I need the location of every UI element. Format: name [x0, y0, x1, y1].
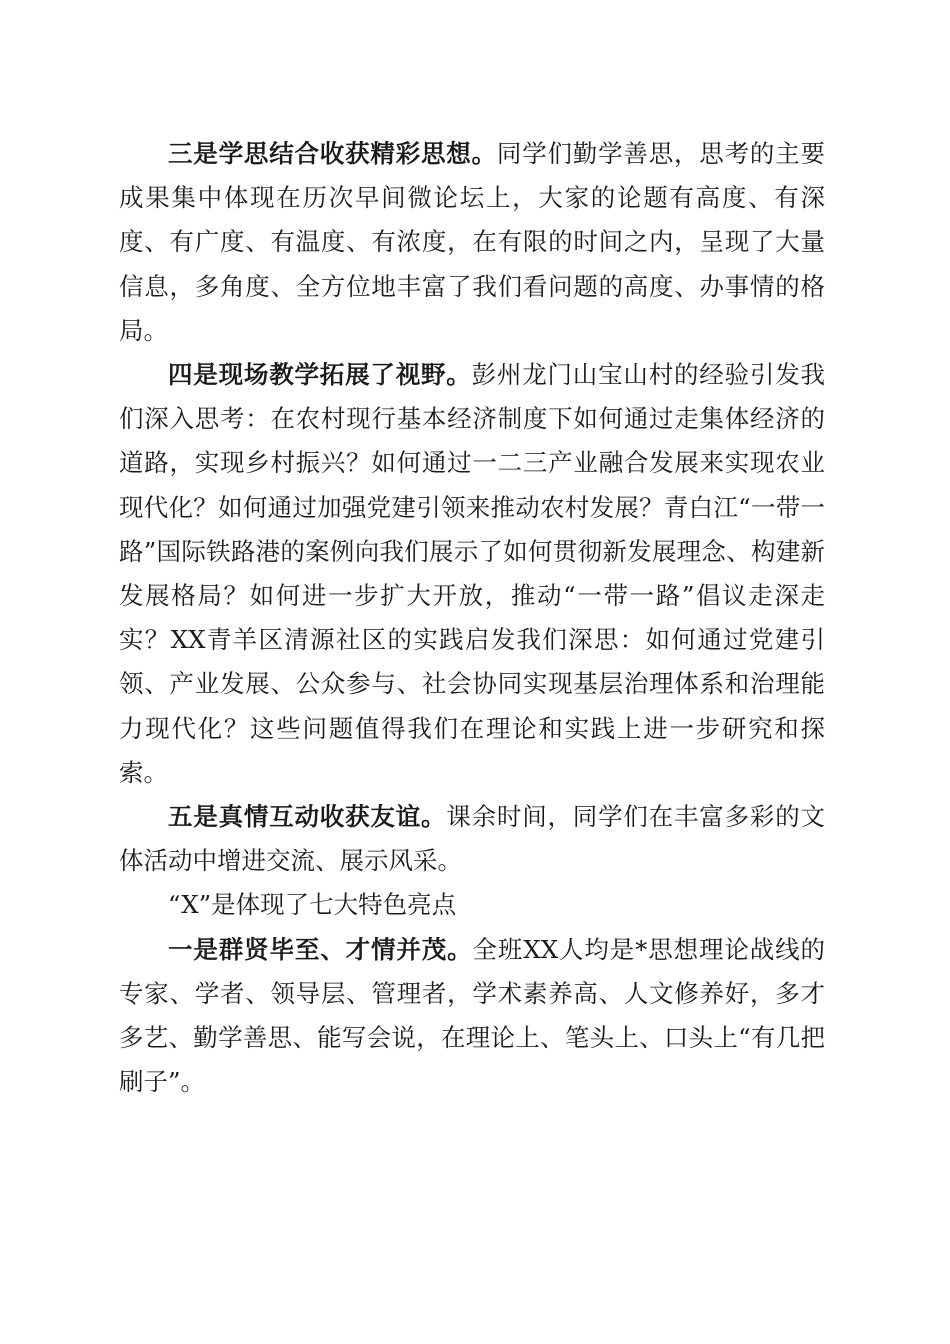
paragraph-text: 全班XX人均是*思想理论战线的专家、学者、领导层、管理者，学术素养高、人文修养好，多才多艺、勤学善思、能写会说，在理论上、笔头上、口头上“有几把刷子”。: [119, 934, 825, 1097]
paragraph-thinking: [119, 132, 825, 353]
paragraph-lead: 四是现场教学拓展了视野。: [168, 360, 472, 390]
paragraph-field-teaching: [119, 353, 825, 795]
paragraph-text: 同学们勤学善思，思考的主要成果集中体现在历次早间微论坛上，大家的论题有高度、有深度、有广度、有温度、有浓度，在有限的时间之内，呈现了大量信息，多角度、全方位地丰富了我们看问题的高度、办事情的格局。: [119, 139, 826, 345]
section-heading: “X”是体现了七大特色亮点: [168, 890, 457, 920]
paragraph-friendship: [119, 795, 825, 883]
paragraph-lead: 三是学思结合收获精彩思想。: [168, 139, 497, 168]
paragraph-talents: [119, 928, 825, 1105]
paragraph-lead: 一是群贤毕至、才情并茂。: [168, 934, 473, 964]
paragraph-text: 彭州龙门山宝山村的经验引发我们深入思考：在农村现行基本经济制度下如何通过走集体经济的道路，实现乡村振兴？如何通过一二三产业融合发展来实现农业现代化？如何通过加强党建引领来推动农村发展？青白江“一带一路”国际铁路港的案例向我们展示了如何贯彻新发展理念、构建新发展格局？如何进一步扩大开放，推动“一带一路”倡议走深走实？XX青羊区清源社区的实践启发我们深思：如何通过党建引领、产业发展、公众参与、社会协同实现基层治理体系和治理能力现代化？这些问题值得我们在理论和实践上进一步研究和探索。: [119, 360, 826, 787]
document-body: [119, 132, 825, 1104]
paragraph-text: 课余时间，同学们在丰富多彩的文体活动中增进交流、展示风采。: [119, 802, 826, 876]
paragraph-lead: 五是真情互动收获友谊。: [168, 802, 447, 832]
